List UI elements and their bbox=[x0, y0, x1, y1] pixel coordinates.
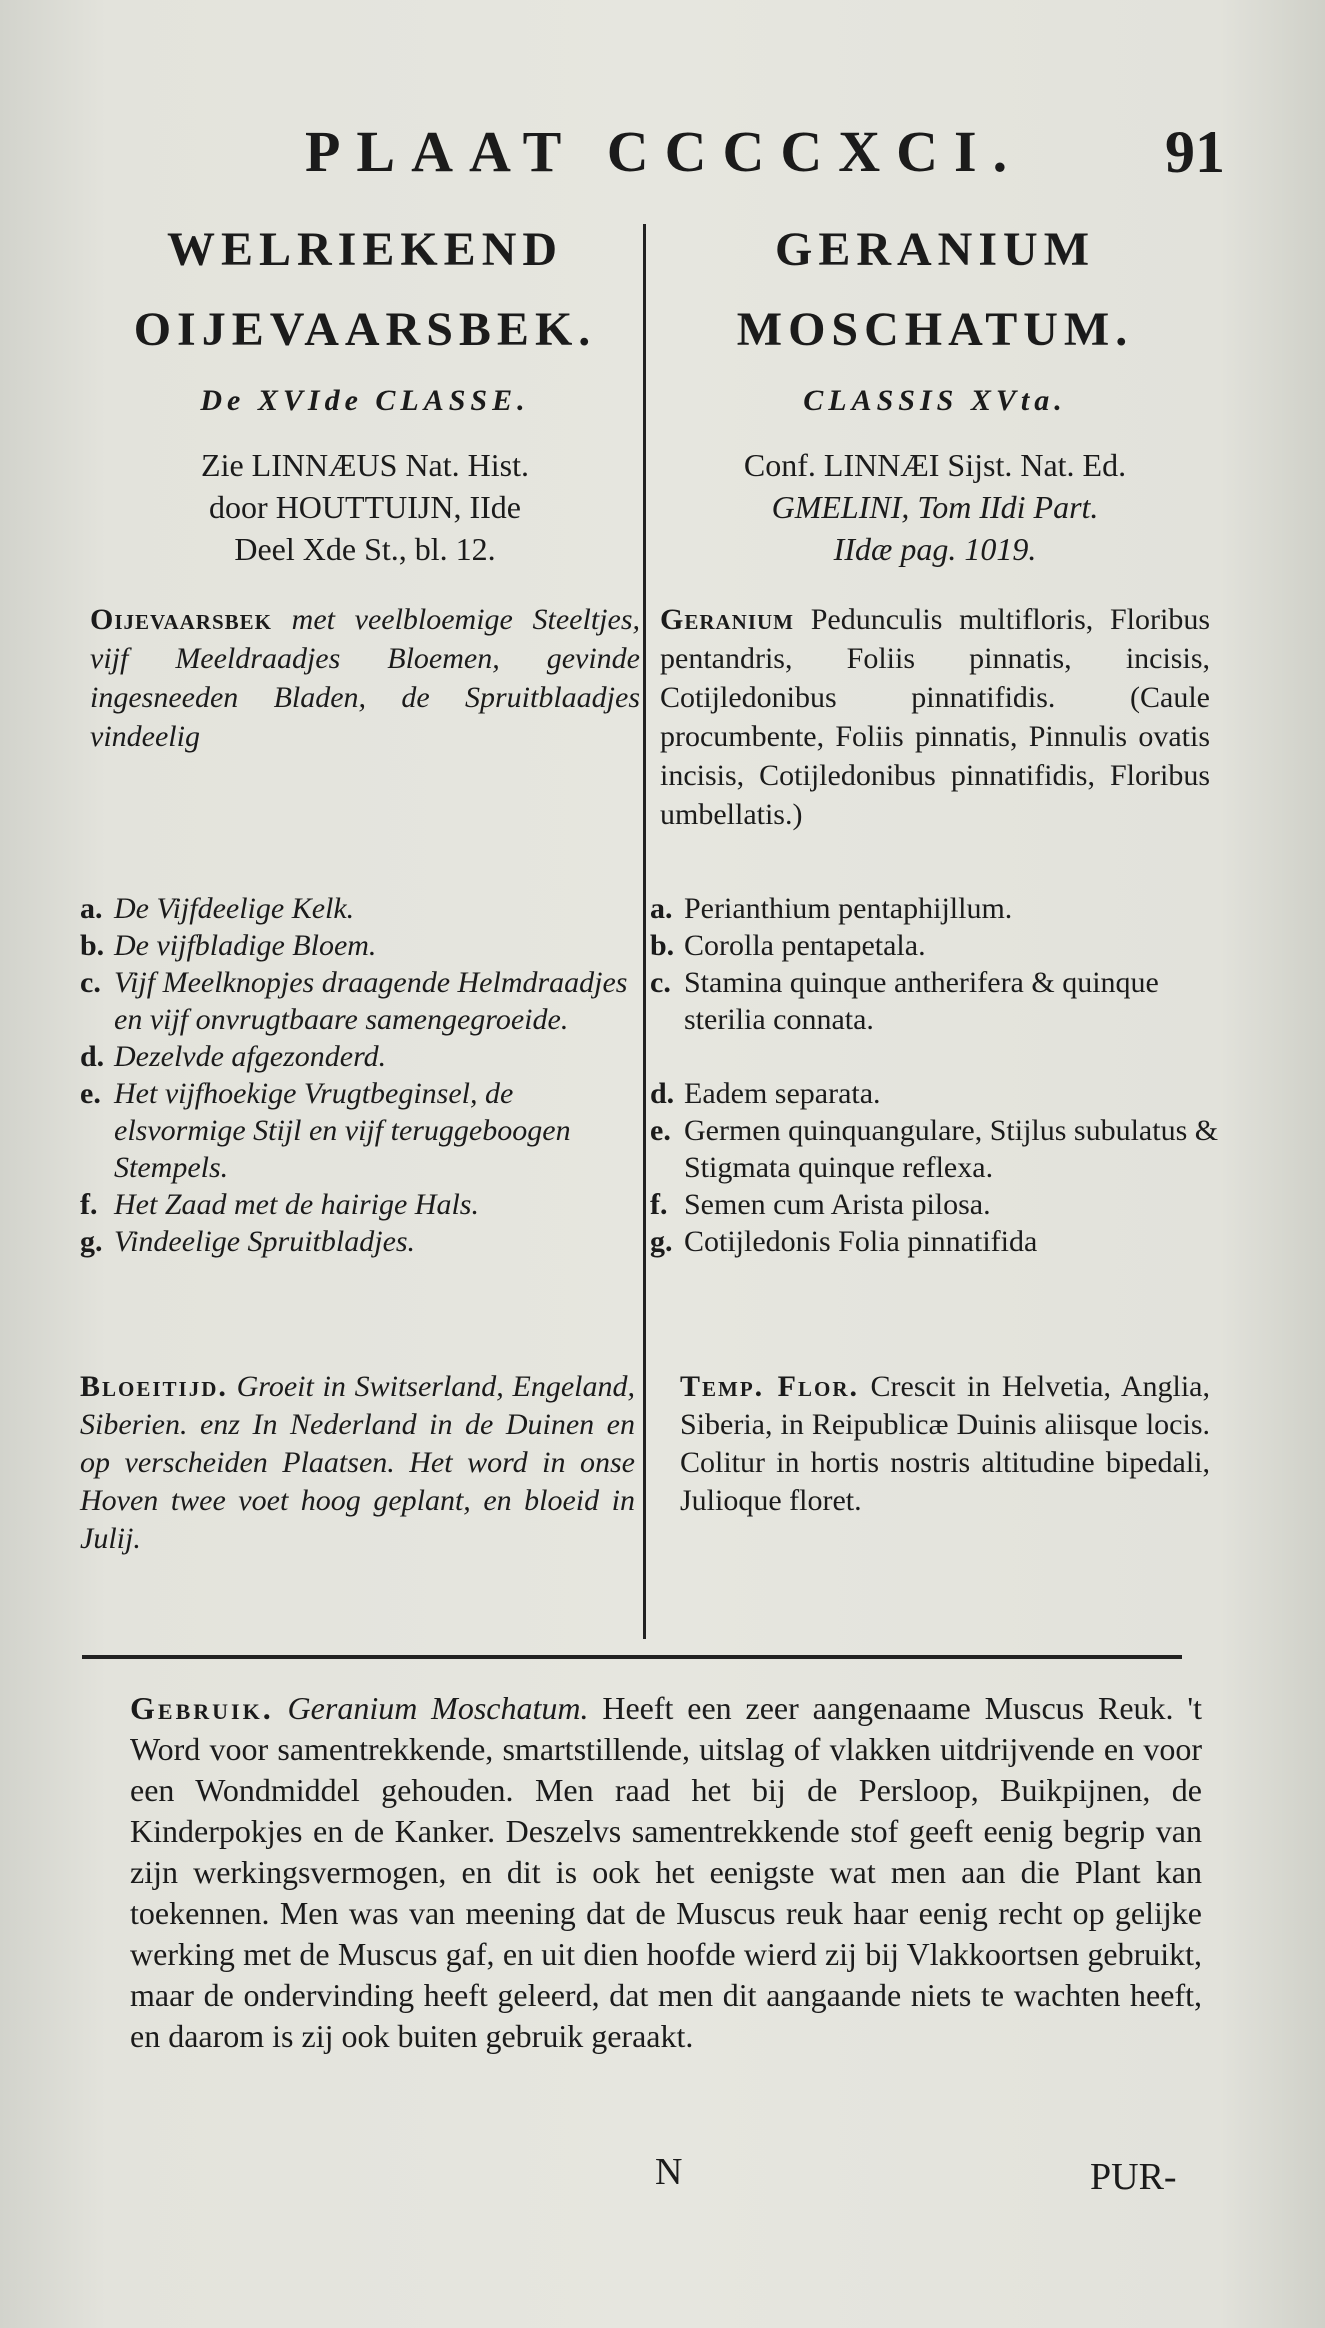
latin-title-line-1: GERANIUM bbox=[775, 223, 1095, 276]
page-number: 91 bbox=[1165, 119, 1225, 185]
dutch-desc-body: met veelbloemige Steeltjes, vijf Meeldraadjes Bloemen, gevinde ingesneeden Bladen, de Spruitblaadjes vindeelig bbox=[90, 603, 640, 753]
legend-item bbox=[80, 890, 640, 927]
latin-flowering bbox=[680, 1368, 1210, 1520]
latin-flowering-lead: Temp. Flor. bbox=[680, 1370, 860, 1403]
legend-key: a. bbox=[650, 892, 673, 925]
dutch-desc-lead: Oijevaarsbek bbox=[90, 603, 272, 636]
legend-text: Dezelvde afgezonderd. bbox=[114, 1040, 387, 1073]
legend-text: Het vijfhoekige Vrugtbeginsel, de elsvormige Stijl en vijf teruggeboogen Stempels. bbox=[114, 1077, 571, 1184]
legend-item bbox=[80, 927, 640, 964]
legend-text: De Vijfdeelige Kelk. bbox=[114, 892, 355, 925]
legend-key: c. bbox=[650, 966, 671, 999]
legend-key: f. bbox=[80, 1188, 98, 1221]
dutch-flowering-body: Groeit in Switserland, Engeland, Siberien. enz In Nederland in de Duinen en op verscheiden Plaatsen. Het word in onse Hoven twee voet hoog geplant, en bloeid in Julij. bbox=[80, 1370, 636, 1555]
legend-key: d. bbox=[80, 1040, 105, 1073]
usage-body: Heeft een zeer aangenaame Muscus Reuk. 't Word voor samentrekkende, smartstillende, uitslag of vlakken uitdrijvende en voor een Wondmiddel gehouden. Men raad het bij de Persloop, Buikpijnen, de Kinderpokjes en de Kanker. Deszelvs samentrekkende stof geeft eenig begrip van zijn werkingsvermogen, en dit is ook het eenigste wat men aan die Plant kan toekennen. Men was van meening dat de Muscus reuk haar eenig recht op gelijke werking met de Muscus gaf, en uit dien hoofde wierd zij bij Vlakkoortsen gebruikt, maar de ondervinding heeft geleerd, dat men dit aangaande niets te wachten heeft, en daarom is zij ook buiten gebruik geraakt. bbox=[130, 1690, 1203, 2054]
dutch-column bbox=[90, 210, 640, 756]
legend-item bbox=[650, 927, 1220, 964]
legend-key: b. bbox=[650, 929, 675, 962]
legend-key: g. bbox=[650, 1225, 673, 1258]
legend-item bbox=[650, 1223, 1220, 1260]
legend-item bbox=[650, 964, 1220, 1038]
legend-text: Eadem separata. bbox=[684, 1077, 881, 1110]
legend-text: Vindeelige Spruitbladjes. bbox=[114, 1225, 416, 1258]
legend-text: Cotijledonis Folia pinnatifida bbox=[684, 1225, 1038, 1258]
legend-key: f. bbox=[650, 1188, 668, 1221]
legend-text: Corolla pentapetala. bbox=[684, 929, 926, 962]
latin-ref-line-2: GMELINI, Tom IIdi Part. bbox=[771, 489, 1099, 525]
latin-reference bbox=[660, 444, 1210, 570]
signature-mark: N bbox=[655, 2151, 683, 2193]
latin-ref-line-1: Conf. LINNÆI Sijst. Nat. Ed. bbox=[743, 447, 1127, 483]
legend-item bbox=[80, 964, 640, 1038]
dutch-title-line-1: WELRIEKEND bbox=[166, 223, 564, 276]
catchword: PUR- bbox=[1090, 2156, 1177, 2198]
legend-item bbox=[80, 1186, 640, 1223]
usage-plant-name: Geranium Moschatum. bbox=[287, 1690, 589, 1726]
dutch-ref-line-2: door HOUTTUIJN, IIde bbox=[209, 489, 521, 525]
section-rule bbox=[82, 1655, 1182, 1659]
legend-key: a. bbox=[80, 892, 103, 925]
legend-text: Perianthium pentaphijllum. bbox=[684, 892, 1013, 925]
latin-ref-line-3: IIdæ pag. 1019. bbox=[833, 531, 1037, 567]
dutch-ref-line-3: Deel Xde St., bl. 12. bbox=[234, 531, 496, 567]
legend-item bbox=[80, 1075, 640, 1186]
latin-classe: CLASSIS XVta. bbox=[803, 384, 1067, 417]
dutch-flowering bbox=[80, 1368, 635, 1558]
legend-key: e. bbox=[650, 1114, 671, 1147]
legend-key: d. bbox=[650, 1077, 675, 1110]
dutch-ref-line-1: Zie LINNÆUS Nat. Hist. bbox=[201, 447, 529, 483]
latin-desc-body: Pedunculis multifloris, Floribus pentandris, Foliis pinnatis, incisis, Cotijledonibus pinnatifidis. (Caule procumbente, Foliis pinnatis, Pinnulis ovatis incisis, Cotijledonibus pinnatifidis, Floribus umbellatis.) bbox=[660, 603, 1210, 831]
legend-key: e. bbox=[80, 1077, 101, 1110]
dutch-description bbox=[90, 600, 640, 756]
usage-paragraph bbox=[130, 1688, 1202, 2057]
legend-key: b. bbox=[80, 929, 105, 962]
plate-heading: PLAAT CCCCXCI. bbox=[305, 119, 1024, 184]
legend-item bbox=[650, 1112, 1220, 1186]
dutch-classe: De XVIde CLASSE. bbox=[200, 384, 530, 417]
legend-item bbox=[650, 1075, 1220, 1112]
page-header bbox=[0, 118, 1325, 198]
dutch-reference bbox=[90, 444, 640, 570]
legend-item bbox=[80, 1223, 640, 1260]
legend-text: Germen quinquangulare, Stijlus subulatus & Stigmata quinque reflexa. bbox=[684, 1114, 1219, 1184]
legend-text: Het Zaad met de hairige Hals. bbox=[114, 1188, 479, 1221]
dutch-figure-legend bbox=[80, 890, 640, 1260]
legend-key: g. bbox=[80, 1225, 103, 1258]
legend-text: Stamina quinque antherifera & quinque sterilia connata. bbox=[684, 966, 1159, 1036]
legend-item bbox=[650, 890, 1220, 927]
latin-flowering-body: Crescit in Helvetia, Anglia, Siberia, in Reipublicæ Duinis aliisque locis. Colitur in hortis nostris altitudine bipedali, Julioque floret. bbox=[680, 1370, 1210, 1517]
dutch-title-line-2: OIJEVAARSBEK. bbox=[133, 303, 597, 356]
legend-text: Semen cum Arista pilosa. bbox=[684, 1188, 991, 1221]
legend-text: De vijfbladige Bloem. bbox=[114, 929, 377, 962]
usage-lead: Gebruik. bbox=[130, 1690, 274, 1726]
column-divider bbox=[643, 224, 646, 1639]
legend-key: c. bbox=[80, 966, 101, 999]
latin-description bbox=[660, 600, 1210, 834]
latin-figure-legend bbox=[650, 890, 1220, 1260]
legend-item bbox=[650, 1186, 1220, 1223]
latin-column bbox=[660, 210, 1210, 834]
legend-item bbox=[80, 1038, 640, 1075]
latin-desc-lead: Geranium bbox=[660, 603, 794, 636]
dutch-flowering-lead: Bloeitijd. bbox=[80, 1370, 228, 1403]
legend-text: Vijf Meelknopjes draagende Helmdraadjes en vijf onvrugtbaare samengegroeide. bbox=[114, 966, 628, 1036]
latin-title-line-2: MOSCHATUM. bbox=[736, 303, 1134, 356]
